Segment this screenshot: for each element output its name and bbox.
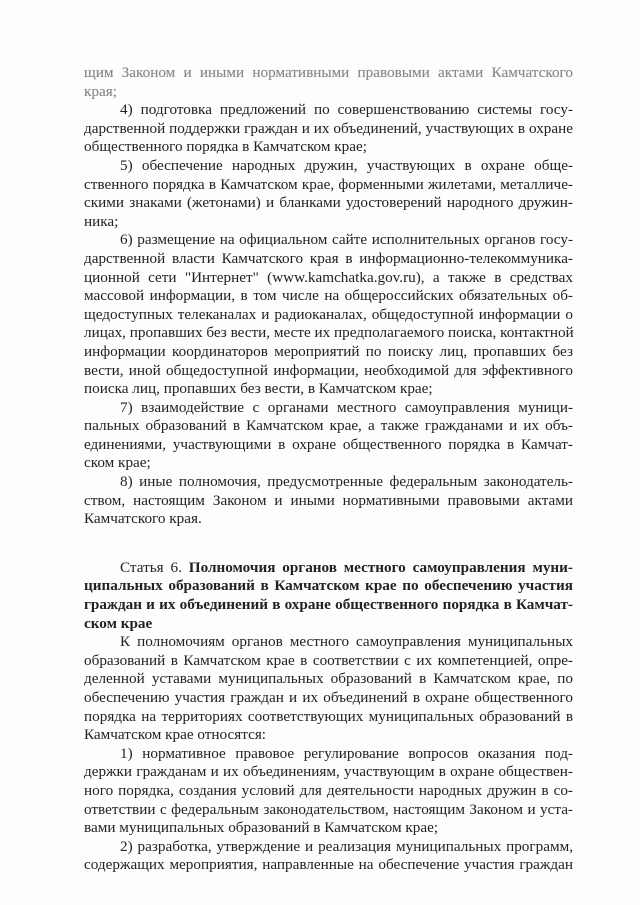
text-line: деленной уставами муниципальных образований в Камчатском крае, по: [84, 670, 573, 688]
text-line: К полномочиям органов местного самоуправления муниципальных: [120, 633, 573, 651]
text-line: пальных образований в Камчатском крае, а также гражданами и их объ-: [84, 417, 573, 435]
article-heading-line: [84, 577, 573, 596]
article-title-text: граждан и их объединений в охране общественного порядка в Камчат-: [84, 596, 573, 614]
text-line: ственного порядка в Камчатском крае, форменными жилетами, металличе-: [84, 175, 573, 193]
text-line: ответствии с федеральным законодательством, настоящим Законом и уста-: [84, 800, 573, 818]
text-line: ством, настоящим Законом и иными нормативными правовыми актами: [84, 491, 573, 509]
text-line: порядка на территориях соответствующих муниципальных образований в: [84, 707, 573, 725]
article-title-text: Полномочия органов местного самоуправления муни-: [188, 558, 573, 576]
text-line: 4) подготовка предложений по совершенствованию системы госу-: [120, 101, 573, 119]
text-line: дарственной власти Камчатского края в информационно-телекоммуника-: [84, 249, 573, 267]
text-line: щим Законом и иными нормативными правовыми актами Камчатского: [84, 64, 573, 81]
text-line: Камчатского края.: [84, 510, 202, 528]
article-heading-line: [84, 596, 573, 615]
text-line: содержащих мероприятия, направленные на обеспечение участия граждан: [84, 856, 573, 874]
text-line: 1) нормативное правовое регулирование вопросов оказания под-: [120, 744, 573, 762]
text-line: 8) иные полномочия, предусмотренные федеральным законодатель-: [120, 473, 573, 491]
text-line: ционной сети "Интернет" (www.kamchatka.gov.ru), а также в средствах: [84, 268, 573, 286]
text-line: ском крае;: [84, 454, 151, 472]
text-line: образований в Камчатском крае в соответствии с их компетенцией, опре-: [84, 651, 573, 669]
text-line: общественного порядка в Камчатском крае;: [84, 138, 367, 156]
text-line: вести, иной общедоступной информации, необходимой для эффективного: [84, 361, 573, 379]
document-body: [84, 64, 573, 875]
article-heading: [84, 559, 573, 578]
text-line: ника;: [84, 212, 119, 230]
text-line: скими знаками (жетонами) и бланками удостоверений народного дружин-: [84, 194, 573, 212]
article-title-text: ском крае: [84, 614, 153, 632]
text-line: лицах, пропавших без вести, месте их предполагаемого поиска, контактной: [84, 324, 574, 342]
text-line: 7) взаимодействие с органами местного самоуправления муници-: [120, 398, 573, 416]
text-line: щедоступных телеканалах и радиоканалах, общедоступной информации о: [84, 305, 573, 323]
article-number: Статья 6.: [120, 558, 189, 576]
text-line: держки гражданам и их объединениям, участвующим в охране обществен-: [84, 763, 573, 781]
text-line: края;: [84, 82, 117, 100]
section-gap: [84, 529, 573, 559]
text-line: информации координаторов мероприятий по поиску лиц, пропавших без: [84, 342, 573, 360]
text-line: 6) размещение на официальном сайте исполнительных органов госу-: [120, 231, 573, 249]
text-line: обеспечению участия граждан и их объединений в охране общественного: [84, 689, 573, 706]
text-line: ного порядка, создания условий для деятельности народных дружин в со-: [84, 781, 573, 799]
article-title-text: ципальных образований в Камчатском крае по обеспечению участия: [84, 577, 573, 595]
text-line: единениями, участвующими в охране общественного порядка в Камчат-: [84, 435, 573, 453]
text-line: вами муниципальных образований в Камчатском крае;: [84, 819, 439, 837]
text-line: дарственной поддержки граждан и их объединений, участвующих в охране: [84, 119, 573, 137]
text-line: Камчатском крае относятся:: [84, 726, 267, 744]
article-heading-line: [84, 615, 573, 634]
text-line: массовой информации, в том числе на общероссийских обязательных об-: [84, 287, 573, 305]
text-line: 2) разработка, утверждение и реализация муниципальных программ,: [120, 837, 573, 855]
text-line: 5) обеспечение народных дружин, участвующих в охране обще-: [120, 156, 573, 174]
text-line: поиска лиц, пропавших без вести, в Камчатском крае;: [84, 380, 433, 398]
